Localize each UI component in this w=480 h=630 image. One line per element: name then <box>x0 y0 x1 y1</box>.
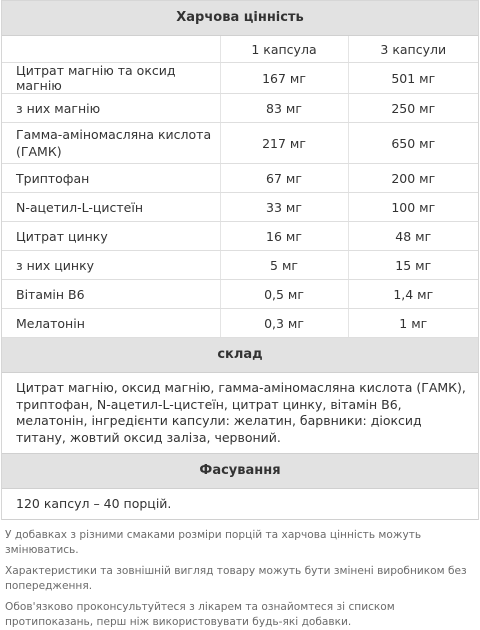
amount-one-capsule: 217 мг <box>220 123 348 164</box>
nutrition-header-row <box>2 36 478 63</box>
nutrient-name: Вітамін В6 <box>2 280 220 309</box>
nutrition-section <box>1 0 479 520</box>
amount-one-capsule: 33 мг <box>220 193 348 222</box>
note-flavors: У добавках з різними смаками розміри порцій та харчова цінність можуть змінюватись. <box>5 529 422 556</box>
nutrient-name: Гамма-аміномасляна кислота (ГАМК) <box>2 123 220 164</box>
note-manufacturer-changes: Характеристики та зовнішній вигляд товару можуть бути змінені виробником без попередження. <box>5 565 467 592</box>
nutrient-name: N-ацетил-L-цистеїн <box>2 193 220 222</box>
amount-one-capsule: 67 мг <box>220 164 348 193</box>
nutrient-name: Цитрат магнію та оксид магнію <box>2 63 220 94</box>
amount-three-capsules: 1,4 мг <box>348 280 478 309</box>
table-row <box>2 164 478 193</box>
amount-one-capsule: 5 мг <box>220 251 348 280</box>
packaging-heading: Фасування <box>2 454 478 489</box>
note-consult-doctor: Обов'язково проконсультуйтеся з лікарем та ознайомтеся зі списком протипоказань, перш ніж використовувати будь-які добавки. <box>5 601 395 628</box>
composition-heading: склад <box>2 338 478 373</box>
nutrient-name: Триптофан <box>2 164 220 193</box>
amount-three-capsules: 100 мг <box>348 193 478 222</box>
table-row <box>2 222 478 251</box>
table-row <box>2 309 478 338</box>
amount-three-capsules: 250 мг <box>348 94 478 123</box>
nutrient-name: з них цинку <box>2 251 220 280</box>
amount-three-capsules: 48 мг <box>348 222 478 251</box>
table-row <box>2 123 478 164</box>
column-header-one-capsule: 1 капсула <box>220 36 348 63</box>
table-row <box>2 63 478 94</box>
packaging-text: 120 капсул – 40 порцій. <box>2 489 478 520</box>
amount-three-capsules: 650 мг <box>348 123 478 164</box>
table-row <box>2 193 478 222</box>
nutrition-heading: Харчова цінність <box>2 1 478 36</box>
amount-one-capsule: 0,3 мг <box>220 309 348 338</box>
column-header-three-capsules: 3 капсули <box>348 36 478 63</box>
table-row <box>2 94 478 123</box>
column-header-name <box>2 36 220 63</box>
disclaimer-notes <box>1 520 479 630</box>
amount-three-capsules: 1 мг <box>348 309 478 338</box>
nutrient-name: Мелатонін <box>2 309 220 338</box>
amount-one-capsule: 83 мг <box>220 94 348 123</box>
amount-three-capsules: 200 мг <box>348 164 478 193</box>
amount-three-capsules: 15 мг <box>348 251 478 280</box>
nutrition-table <box>2 36 478 338</box>
table-row <box>2 280 478 309</box>
nutrient-name: з них магнію <box>2 94 220 123</box>
table-row <box>2 251 478 280</box>
composition-text: Цитрат магнію, оксид магнію, гамма-аміномасляна кислота (ГАМК), триптофан, N-ацетил-L-цистеїн, цитрат цинку, вітамін В6, мелатонін, інгредієнти капсули: желатин, барвники: діоксид титану, жовтий оксид заліза, червоний. <box>2 373 478 454</box>
amount-one-capsule: 167 мг <box>220 63 348 94</box>
nutrient-name: Цитрат цинку <box>2 222 220 251</box>
product-info <box>1 0 479 630</box>
amount-one-capsule: 16 мг <box>220 222 348 251</box>
amount-three-capsules: 501 мг <box>348 63 478 94</box>
amount-one-capsule: 0,5 мг <box>220 280 348 309</box>
